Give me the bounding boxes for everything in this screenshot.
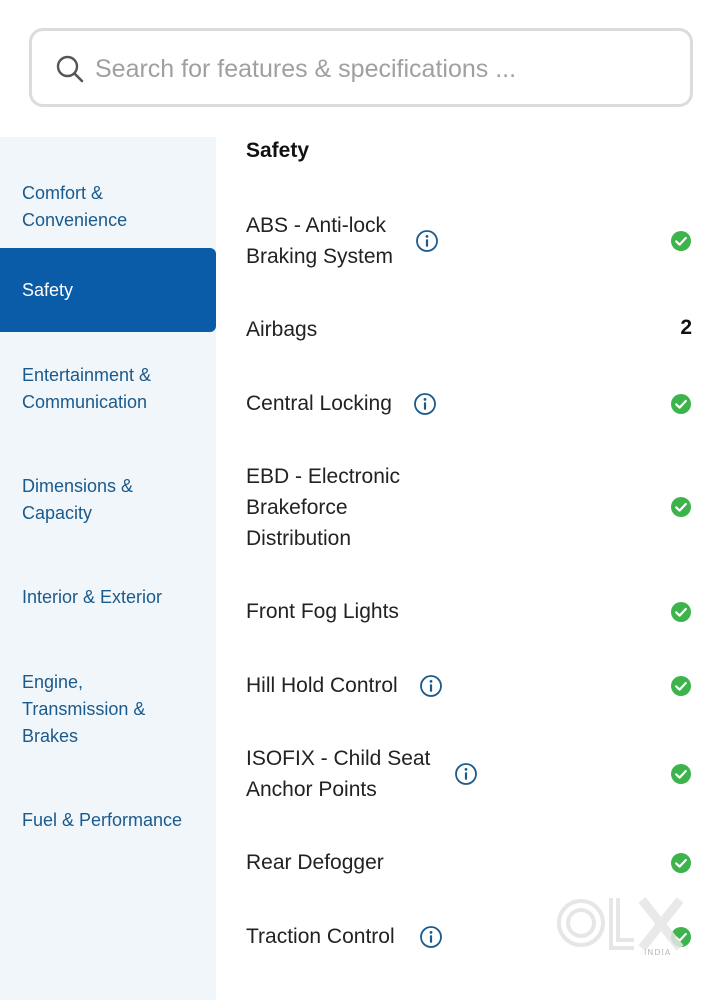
search-icon — [55, 54, 85, 84]
feature-name: ABS - Anti-lock Braking System — [246, 214, 394, 268]
check-icon — [670, 601, 692, 623]
sidebar-item-label: Dimensions & Capacity — [22, 476, 134, 523]
check-icon — [670, 496, 692, 518]
sidebar-item-label: Interior & Exterior — [22, 586, 163, 607]
feature-row — [246, 596, 696, 628]
feature-name: ISOFIX - Child Seat Anchor Points — [246, 747, 431, 801]
feature-value: 2 — [680, 316, 692, 339]
feature-row — [246, 743, 696, 805]
info-icon[interactable] — [454, 762, 478, 786]
feature-name: Traction Control — [246, 925, 395, 948]
sidebar-item-label: Engine, Transmission & Brakes — [22, 671, 146, 746]
check-icon — [670, 763, 692, 785]
check-icon — [670, 675, 692, 697]
feature-row — [246, 847, 696, 879]
feature-name: Airbags — [246, 318, 318, 341]
info-icon[interactable] — [419, 925, 443, 949]
check-icon — [670, 393, 692, 415]
feature-name: Front Fog Lights — [246, 600, 399, 623]
sidebar-item-label: Safety — [22, 279, 74, 300]
info-icon[interactable] — [419, 674, 443, 698]
sidebar-item-entertainment-communication[interactable] — [0, 347, 216, 431]
category-sidebar — [0, 137, 216, 1000]
check-icon — [670, 230, 692, 252]
info-icon[interactable] — [413, 392, 437, 416]
search-input[interactable] — [95, 43, 675, 95]
sidebar-item-comfort-convenience[interactable] — [0, 165, 216, 249]
sidebar-item-fuel-performance[interactable] — [0, 778, 216, 862]
feature-row — [246, 388, 696, 420]
feature-row — [246, 670, 696, 702]
sidebar-item-interior-exterior[interactable] — [0, 555, 216, 639]
feature-row — [246, 461, 696, 554]
sidebar-item-label: Fuel & Performance — [22, 809, 183, 830]
sidebar-item-dimensions-capacity[interactable] — [0, 458, 216, 542]
section-title: Safety — [246, 139, 310, 162]
feature-name: Hill Hold Control — [246, 674, 398, 697]
search-box[interactable] — [29, 28, 693, 107]
feature-name: Central Locking — [246, 392, 392, 415]
watermark-subtext: INDIA — [644, 948, 672, 957]
sidebar-item-label: Comfort & Convenience — [22, 183, 128, 230]
check-icon — [670, 852, 692, 874]
sidebar-item-engine-transmission-brakes[interactable] — [0, 664, 216, 754]
info-icon[interactable] — [415, 229, 439, 253]
feature-name: Rear Defogger — [246, 851, 384, 874]
feature-row — [246, 210, 696, 272]
sidebar-item-label: Entertainment & Communication — [22, 365, 152, 412]
sidebar-item-safety[interactable] — [0, 248, 216, 332]
feature-row — [246, 314, 696, 346]
feature-name: EBD - Electronic Brakeforce Distribution — [246, 465, 401, 550]
